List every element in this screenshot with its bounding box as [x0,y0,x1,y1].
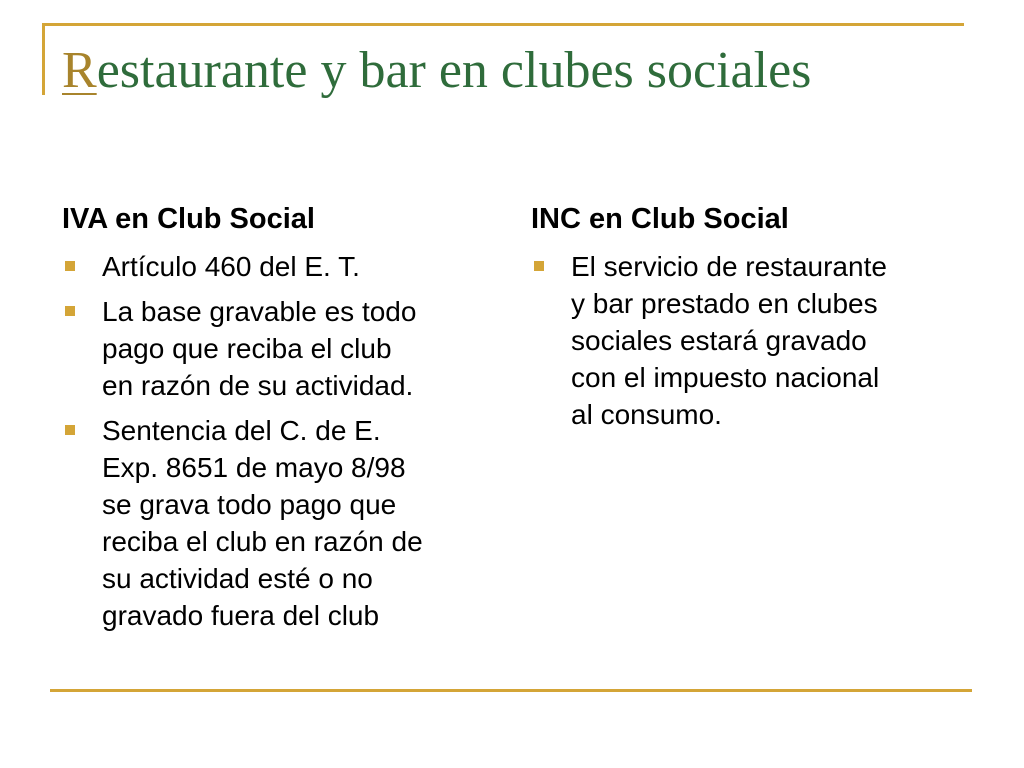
iva-bullet-list [62,248,502,634]
iva-bullet-text: Artículo 460 del E. T. [102,251,360,282]
iva-bullet-item [62,248,502,285]
bottom-rule [50,689,972,692]
left-rule [42,23,45,95]
inc-bullet-list [531,248,971,433]
slide-title [62,40,811,102]
square-bullet-icon [534,261,544,271]
inc-heading: INC en Club Social [531,203,789,235]
iva-heading: IVA en Club Social [62,203,315,235]
iva-bullet-text: Sentencia del C. de E. Exp. 8651 de mayo 8/98 se grava todo pago que reciba el club en razón de su actividad esté o no gravado fuera del club [102,415,423,631]
inc-column [531,196,971,441]
inc-bullet-item [531,248,971,433]
square-bullet-icon [65,425,75,435]
top-rule [42,23,964,26]
inc-bullet-text: El servicio de restaurante y bar prestado en clubes sociales estará gravado con el impuesto nacional al consumo. [571,251,887,430]
square-bullet-icon [65,261,75,271]
iva-bullet-item [62,412,502,634]
title-text: estaurante y bar en clubes sociales [96,42,812,99]
iva-column [62,196,502,642]
square-bullet-icon [65,306,75,316]
iva-bullet-item [62,293,502,404]
title-initial-letter: R [62,42,97,99]
iva-bullet-text: La base gravable es todo pago que reciba el club en razón de su actividad. [102,296,417,401]
